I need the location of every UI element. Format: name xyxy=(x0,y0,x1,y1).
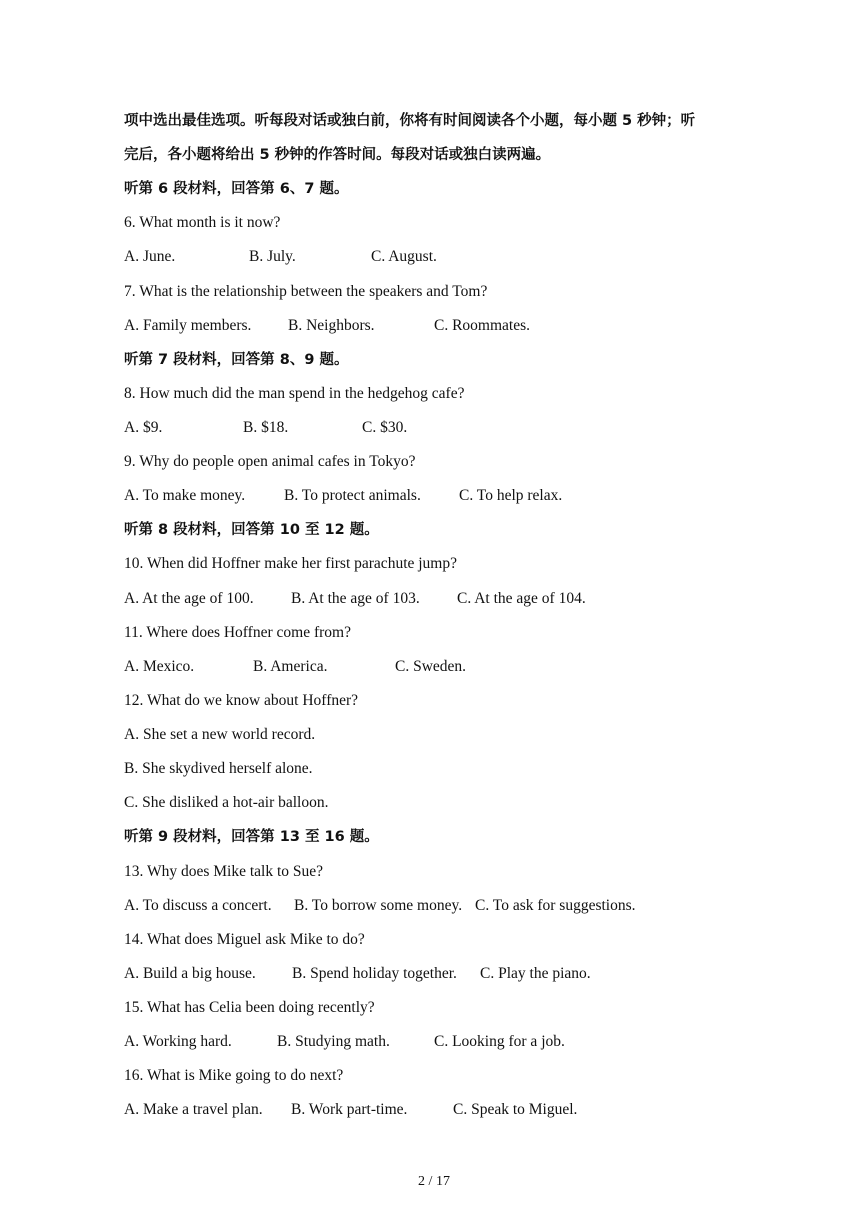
option-a: A. Mexico. xyxy=(124,658,195,675)
section-heading-8: 听第 8 段材料，回答第 10 至 12 题。 xyxy=(124,522,379,538)
question-15-stem: 15. What has Celia been doing recently? xyxy=(124,999,375,1016)
question-12-option-a: A. She set a new world record. xyxy=(124,726,316,743)
option-a: A. To make money. xyxy=(124,487,246,504)
page-separator: / xyxy=(428,1174,433,1189)
current-page: 2 xyxy=(418,1174,426,1189)
option-c: C. $30. xyxy=(362,419,408,436)
question-12-option-c: C. She disliked a hot-air balloon. xyxy=(124,794,329,811)
option-c: C. Speak to Miguel. xyxy=(453,1101,578,1118)
option-a: A. Family members. xyxy=(124,317,252,334)
option-b: B. Studying math. xyxy=(277,1033,390,1050)
option-b: B. To borrow some money. xyxy=(294,897,463,914)
option-c: C. To ask for suggestions. xyxy=(475,897,636,914)
intro-line-1: 项中选出最佳选项。听每段对话或独白前，你将有时间阅读各个小题，每小题 5 秒钟；听 xyxy=(124,113,696,129)
option-b: B. July. xyxy=(249,248,296,265)
question-12-stem: 12. What do we know about Hoffner? xyxy=(124,692,359,709)
option-a: A. Working hard. xyxy=(124,1033,232,1050)
question-6-stem: 6. What month is it now? xyxy=(124,214,281,231)
question-8-stem: 8. How much did the man spend in the hedgehog cafe? xyxy=(124,385,465,402)
option-c: C. August. xyxy=(371,248,437,265)
option-c: C. Roommates. xyxy=(434,317,531,334)
option-b: B. Neighbors. xyxy=(288,317,375,334)
option-c: C. To help relax. xyxy=(459,487,563,504)
option-a: A. June. xyxy=(124,248,176,265)
option-a: A. To discuss a concert. xyxy=(124,897,272,914)
question-13-stem: 13. Why does Mike talk to Sue? xyxy=(124,863,324,880)
page-number xyxy=(0,1172,868,1192)
option-c: C. Sweden. xyxy=(395,658,467,675)
option-c: C. Play the piano. xyxy=(480,965,591,982)
section-heading-6: 听第 6 段材料，回答第 6、7 题。 xyxy=(124,181,349,197)
section-heading-7: 听第 7 段材料，回答第 8、9 题。 xyxy=(124,352,349,368)
option-b: B. To protect animals. xyxy=(284,487,421,504)
option-b: B. $18. xyxy=(243,419,289,436)
question-12-option-b: B. She skydived herself alone. xyxy=(124,760,313,777)
option-a: A. $9. xyxy=(124,419,163,436)
option-a: A. Build a big house. xyxy=(124,965,256,982)
option-b: B. At the age of 103. xyxy=(291,590,420,607)
question-14-stem: 14. What does Miguel ask Mike to do? xyxy=(124,931,365,948)
option-c: C. At the age of 104. xyxy=(457,590,586,607)
question-16-stem: 16. What is Mike going to do next? xyxy=(124,1067,344,1084)
question-10-stem: 10. When did Hoffner make her first parachute jump? xyxy=(124,555,457,572)
section-heading-9: 听第 9 段材料，回答第 13 至 16 题。 xyxy=(124,829,379,845)
question-9-stem: 9. Why do people open animal cafes in Tokyo? xyxy=(124,453,416,470)
total-pages: 17 xyxy=(435,1174,450,1189)
option-b: B. Work part-time. xyxy=(291,1101,408,1118)
option-a: A. At the age of 100. xyxy=(124,590,254,607)
question-11-stem: 11. Where does Hoffner come from? xyxy=(124,624,351,641)
option-c: C. Looking for a job. xyxy=(434,1033,565,1050)
intro-line-2: 完后，各小题将给出 5 秒钟的作答时间。每段对话或独白读两遍。 xyxy=(124,147,551,163)
question-7-stem: 7. What is the relationship between the speakers and Tom? xyxy=(124,283,488,300)
option-b: B. Spend holiday together. xyxy=(292,965,457,982)
option-a: A. Make a travel plan. xyxy=(124,1101,263,1118)
option-b: B. America. xyxy=(253,658,328,675)
